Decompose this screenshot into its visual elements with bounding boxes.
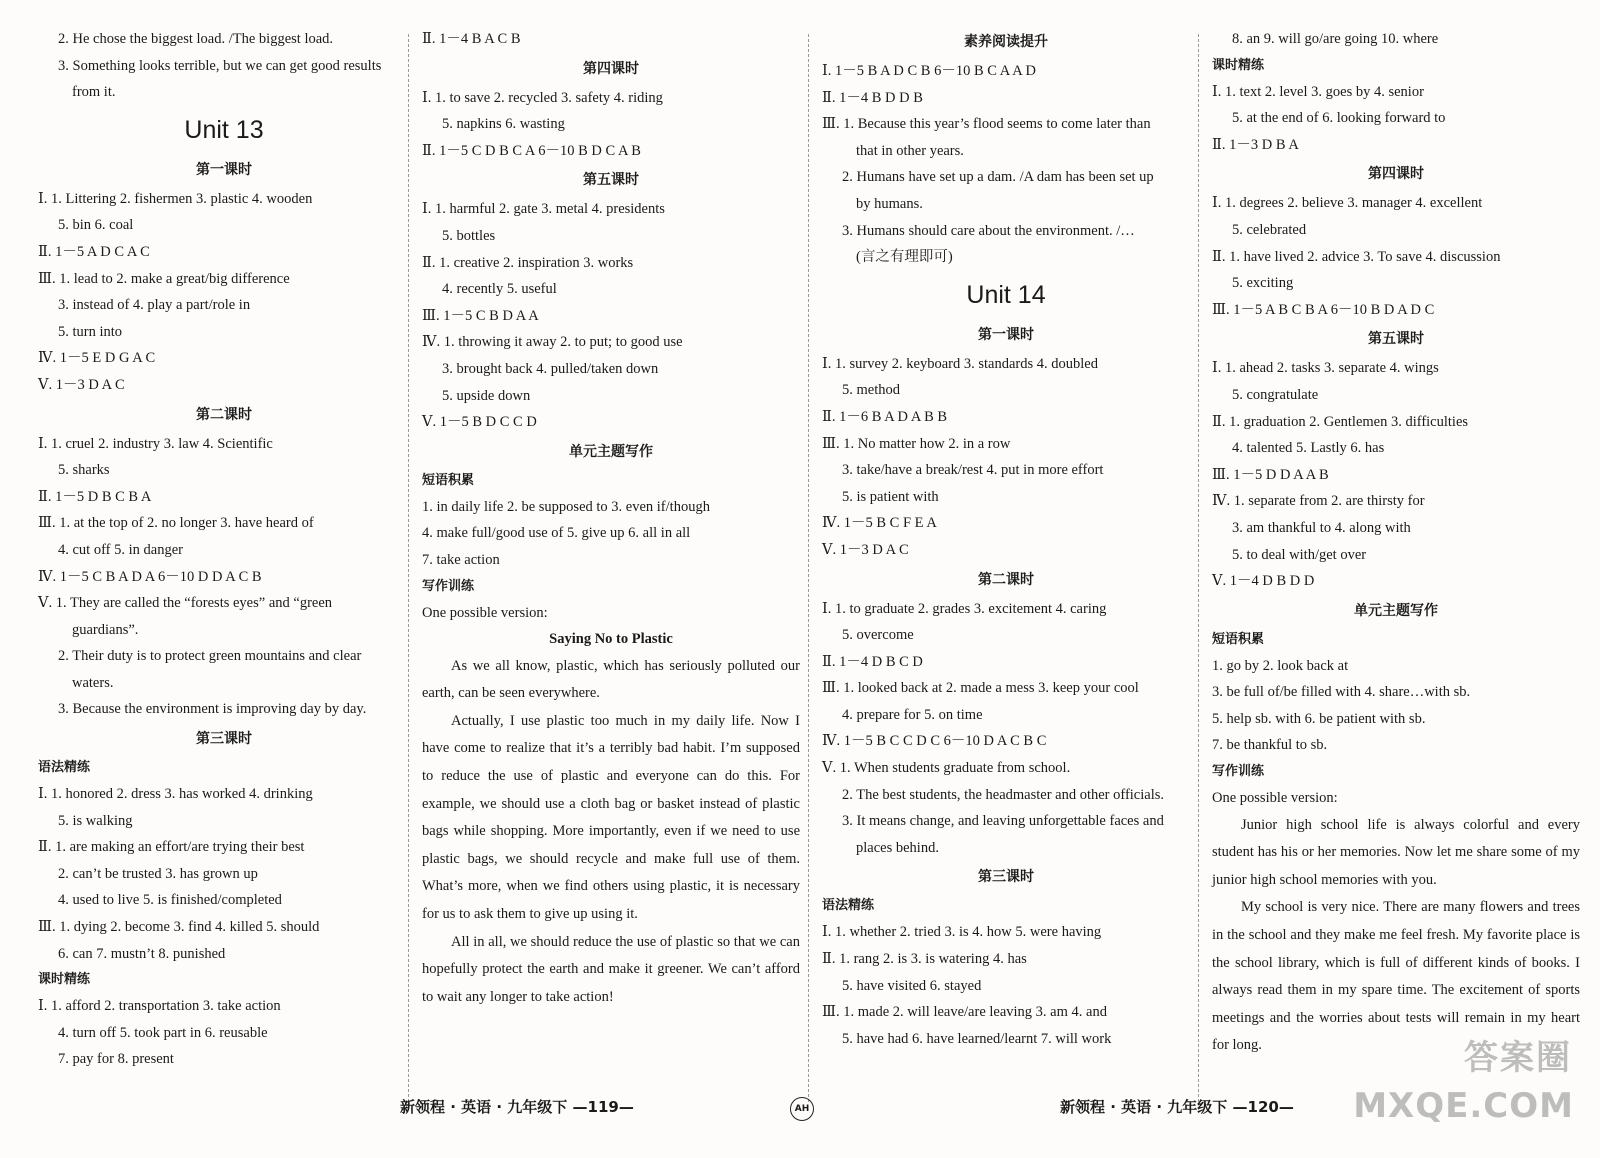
column-2 — [422, 26, 800, 1011]
answer-line: Ⅰ. 1. to save 2. recycled 3. safety 4. riding — [422, 89, 663, 106]
answer-line: Ⅳ. 1－5 E D G A C — [38, 350, 156, 367]
answer-line: 3. Something looks terrible, but we can get good results — [58, 57, 382, 74]
answer-line: 4. cut off 5. in danger — [58, 541, 183, 558]
answer-line: Ⅰ. 1. survey 2. keyboard 3. standards 4. doubled — [822, 355, 1098, 372]
answer-line: 4. make full/good use of 5. give up 6. all in all — [422, 525, 691, 542]
subsection-heading: 语法精练 — [822, 898, 875, 914]
column-divider — [808, 34, 809, 1102]
answer-line: Ⅳ. 1－5 B C C D C 6－10 D A C B C — [822, 733, 1047, 750]
answer-line: Ⅱ. 1－5 C D B C A 6－10 B D C A B — [422, 142, 641, 159]
answer-line: 2. Humans have set up a dam. /A dam has been set up — [842, 169, 1154, 186]
answer-line: Ⅰ. 1. harmful 2. gate 3. metal 4. presidents — [422, 201, 665, 218]
answer-line: Ⅱ. 1－5 D B C B A — [38, 488, 152, 505]
essay-title: Saying No to Plastic — [549, 631, 673, 648]
answer-line: 5. upside down — [442, 387, 531, 404]
answer-line: guardians”. — [72, 621, 139, 638]
answer-line: 5. exciting — [1232, 275, 1294, 292]
answer-line: 5. congratulate — [1232, 386, 1319, 403]
answer-line: Ⅲ. 1. made 2. will leave/are leaving 3. am 4. and — [822, 1004, 1107, 1021]
answer-line: 5. bottles — [442, 227, 496, 244]
answer-line: 5. sharks — [58, 462, 110, 479]
answer-line: 3. take/have a break/rest 4. put in more effort — [842, 462, 1104, 479]
answer-line: Ⅴ. 1－3 D A C — [822, 541, 909, 558]
writing-heading: 单元主题写作 — [569, 443, 653, 460]
lesson-heading: 第二课时 — [978, 571, 1034, 588]
answer-line: Ⅴ. 1. When students graduate from school. — [822, 760, 1071, 777]
answer-line: Ⅰ. 1－5 B A D C B 6－10 B C A A D — [822, 63, 1037, 79]
answer-line: 3. Humans should care about the environment. /… — [842, 222, 1135, 239]
column-1 — [38, 26, 410, 1073]
answer-line: Ⅲ. 1. Because this year’s flood seems to come later than — [822, 116, 1151, 133]
answer-line: Ⅰ. 1. whether 2. tried 3. is 4. how 5. were having — [822, 924, 1102, 941]
subsection-heading: 短语积累 — [1212, 631, 1265, 647]
answer-line: places behind. — [856, 839, 939, 856]
lesson-heading: 第五课时 — [583, 172, 639, 189]
subsection-heading: 课时精练 — [1212, 57, 1265, 73]
answer-line: Ⅱ. 1－5 A D C A C — [38, 243, 150, 260]
unit-13-heading: Unit 13 — [184, 115, 264, 144]
answer-line: 3. Because the environment is improving day by day. — [58, 701, 367, 718]
lesson-heading: 第五课时 — [1368, 331, 1424, 348]
answer-line: Ⅴ. 1－5 B D C C D — [422, 414, 537, 431]
answer-line: Ⅱ. 1. creative 2. inspiration 3. works — [422, 254, 634, 271]
answer-line: Ⅱ. 1. rang 2. is 3. is watering 4. has — [822, 951, 1027, 968]
answer-line: 5. is patient with — [842, 488, 939, 505]
answer-line: 3. It means change, and leaving unforgettable faces and — [842, 813, 1164, 830]
essay-paragraph: Junior high school life is always colorful and every student has his or her memories. Now let me share some of my junior high school memories with you. — [1212, 816, 1580, 888]
answer-line: (言之有理即可) — [856, 249, 953, 266]
watermark — [1353, 1028, 1580, 1138]
answer-line: 1. go by 2. look back at — [1212, 657, 1349, 674]
answer-line: 5. bin 6. coal — [58, 217, 134, 234]
footer-page-left: 新领程 · 英语 · 九年级下 —119— — [400, 1098, 634, 1116]
subsection-heading: 写作训练 — [1212, 764, 1265, 780]
answer-line: Ⅲ. 1. dying 2. become 3. find 4. killed 5. should — [38, 919, 320, 936]
watermark-text-cn: 答案圈 — [1464, 1038, 1572, 1078]
lesson-heading: 第三课时 — [196, 731, 252, 748]
answer-line: 2. The best students, the headmaster and other officials. — [842, 786, 1165, 803]
answer-line: that in other years. — [856, 142, 964, 159]
answer-line: Ⅰ. 1. ahead 2. tasks 3. separate 4. wings — [1212, 360, 1439, 377]
lesson-heading: 第一课时 — [196, 161, 252, 178]
answer-line: Ⅳ. 1－5 C B A D A 6－10 D D A C B — [38, 568, 262, 585]
answer-line: 5. method — [842, 382, 900, 399]
answer-line: waters. — [72, 674, 114, 691]
subsection-heading: 写作训练 — [422, 578, 475, 594]
answer-line: 5. at the end of 6. looking forward to — [1232, 110, 1446, 127]
lesson-heading: 第一课时 — [978, 326, 1034, 343]
answer-line: Ⅴ. 1. They are called the “forests eyes” and “green — [38, 595, 333, 612]
answer-line: Ⅱ. 1－4 D B C D — [822, 653, 923, 670]
lesson-heading: 第二课时 — [196, 406, 252, 423]
answer-line: 2. Their duty is to protect green mountains and clear — [58, 648, 362, 665]
answer-line: Ⅲ. 1. lead to 2. make a great/big difference — [38, 270, 290, 287]
answer-line: Ⅲ. 1－5 D D A A B — [1212, 466, 1329, 483]
footer-page-right: 新领程 · 英语 · 九年级下 —120— — [1060, 1098, 1294, 1116]
answer-line: from it. — [72, 84, 116, 101]
answer-line: Ⅱ. 1－4 B D D B — [822, 89, 923, 106]
answer-line: Ⅲ. 1－5 A B C B A 6－10 B D A D C — [1212, 301, 1435, 318]
answer-line: 5. to deal with/get over — [1232, 546, 1367, 563]
subsection-heading: 短语积累 — [422, 472, 475, 488]
answer-line: 5. turn into — [58, 323, 123, 340]
essay-paragraph: Actually, I use plastic too much in my daily life. Now I have come to realize that it’s a terribly bad habit. I’m supposed to reduce the use of plastic and everyone can do this. For example, we should use a cloth bag or basket instead of plastic bags while shopping. More importantly, even if we need to use plastic bags, we should recycle and make full use of them. What’s more, when we find others using plastic, it is necessary for us to ask them to give up using it. — [422, 712, 800, 923]
answer-line: Ⅱ. 1. are making an effort/are trying their best — [38, 839, 305, 856]
answer-line: Ⅲ. 1. No matter how 2. in a row — [822, 435, 1011, 452]
answer-line: Ⅰ. 1. Littering 2. fishermen 3. plastic 4. wooden — [38, 190, 313, 207]
answer-line: 3. instead of 4. play a part/role in — [58, 297, 251, 314]
answer-line: Ⅰ. 1. degrees 2. believe 3. manager 4. excellent — [1212, 195, 1483, 212]
writing-heading: 单元主题写作 — [1354, 602, 1438, 619]
answer-line: 1. in daily life 2. be supposed to 3. even if/though — [422, 498, 710, 515]
answer-line: One possible version: — [1212, 790, 1338, 807]
answer-line: 5. have had 6. have learned/learnt 7. will work — [842, 1030, 1112, 1047]
publisher-logo-icon: AH — [790, 1097, 814, 1121]
answer-line: 5. napkins 6. wasting — [442, 116, 565, 133]
column-divider — [1198, 34, 1199, 1102]
answer-line: 8. an 9. will go/are going 10. where — [1232, 31, 1439, 47]
answer-line: 2. He chose the biggest load. /The biggest load. — [58, 31, 334, 47]
answer-line: Ⅰ. 1. cruel 2. industry 3. law 4. Scientific — [38, 435, 273, 452]
lesson-heading: 第四课时 — [583, 60, 639, 77]
answer-line: Ⅱ. 1－4 B A C B — [422, 31, 521, 47]
column-3 — [822, 26, 1190, 1052]
answer-line: Ⅰ. 1. text 2. level 3. goes by 4. senior — [1212, 83, 1424, 100]
watermark-text-en: MXQE.COM — [1353, 1086, 1574, 1126]
answer-line: Ⅲ. 1. looked back at 2. made a mess 3. keep your cool — [822, 680, 1139, 697]
answer-line: Ⅳ. 1. throwing it away 2. to put; to good use — [422, 334, 683, 351]
answer-line: 5. help sb. with 6. be patient with sb. — [1212, 710, 1426, 727]
answer-line: Ⅳ. 1. separate from 2. are thirsty for — [1212, 493, 1425, 510]
lesson-heading: 第四课时 — [1368, 166, 1424, 183]
unit-14-heading: Unit 14 — [966, 280, 1046, 309]
essay-paragraph: All in all, we should reduce the use of plastic so that we can hopefully protect the earth and make it greener. We can’t afford to wait any longer to take action! — [422, 933, 800, 1005]
answer-line: 2. can’t be trusted 3. has grown up — [58, 865, 258, 882]
answer-line: 5. celebrated — [1232, 221, 1307, 238]
answer-line: by humans. — [856, 195, 923, 212]
answer-line: Ⅱ. 1－6 B A D A B B — [822, 408, 948, 425]
answer-line: 3. brought back 4. pulled/taken down — [442, 360, 659, 377]
essay-paragraph: As we all know, plastic, which has seriously polluted our earth, can be seen everywhere. — [422, 657, 800, 702]
answer-line: 7. take action — [422, 551, 500, 568]
answer-line: Ⅲ. 1－5 C B D A A — [422, 307, 539, 324]
answer-line: 4. talented 5. Lastly 6. has — [1232, 440, 1385, 457]
answer-line: Ⅱ. 1－3 D B A — [1212, 136, 1299, 153]
answer-line: 5. is walking — [58, 812, 133, 829]
answer-line: Ⅱ. 1. graduation 2. Gentlemen 3. difficulties — [1212, 413, 1469, 430]
answer-line: One possible version: — [422, 604, 548, 621]
answer-line: 7. pay for 8. present — [58, 1051, 174, 1068]
answer-line: 3. am thankful to 4. along with — [1232, 519, 1411, 536]
answer-line: Ⅰ. 1. to graduate 2. grades 3. excitement 4. caring — [822, 600, 1107, 617]
answer-line: 6. can 7. mustn’t 8. punished — [58, 945, 226, 962]
answer-line: 4. prepare for 5. on time — [842, 706, 983, 723]
answer-line: Ⅲ. 1. at the top of 2. no longer 3. have heard of — [38, 515, 314, 532]
reading-heading: 素养阅读提升 — [964, 34, 1048, 50]
lesson-heading: 第三课时 — [978, 869, 1034, 886]
answer-line: 3. be full of/be filled with 4. share…with sb. — [1212, 684, 1471, 701]
answer-line: Ⅱ. 1. have lived 2. advice 3. To save 4. discussion — [1212, 248, 1501, 265]
answer-line: 5. overcome — [842, 627, 914, 644]
answer-line: 4. used to live 5. is finished/completed — [58, 892, 282, 909]
answer-line: 5. have visited 6. stayed — [842, 977, 982, 994]
subsection-heading: 课时精练 — [38, 972, 91, 988]
answer-line: 7. be thankful to sb. — [1212, 737, 1328, 754]
answer-line: 4. turn off 5. took part in 6. reusable — [58, 1024, 268, 1041]
answer-line: Ⅴ. 1－3 D A C — [38, 376, 125, 393]
answer-line: Ⅴ. 1－4 D B D D — [1212, 573, 1315, 590]
essay-paragraph: My school is very nice. There are many flowers and trees in the school and they make me feel fresh. My favorite place is the school library, which is full of different kinds of books. I always read them in my spare time. The excitement of sports meetings and the worries about tests will remain in my heart for long. — [1212, 899, 1580, 1054]
column-4 — [1212, 26, 1580, 1060]
answer-line: Ⅰ. 1. honored 2. dress 3. has worked 4. drinking — [38, 786, 313, 803]
answer-line: Ⅰ. 1. afford 2. transportation 3. take action — [38, 998, 281, 1015]
answer-line: Ⅳ. 1－5 B C F E A — [822, 515, 937, 532]
subsection-heading: 语法精练 — [38, 760, 91, 776]
column-divider — [408, 34, 409, 1102]
answer-line: 4. recently 5. useful — [442, 281, 557, 298]
